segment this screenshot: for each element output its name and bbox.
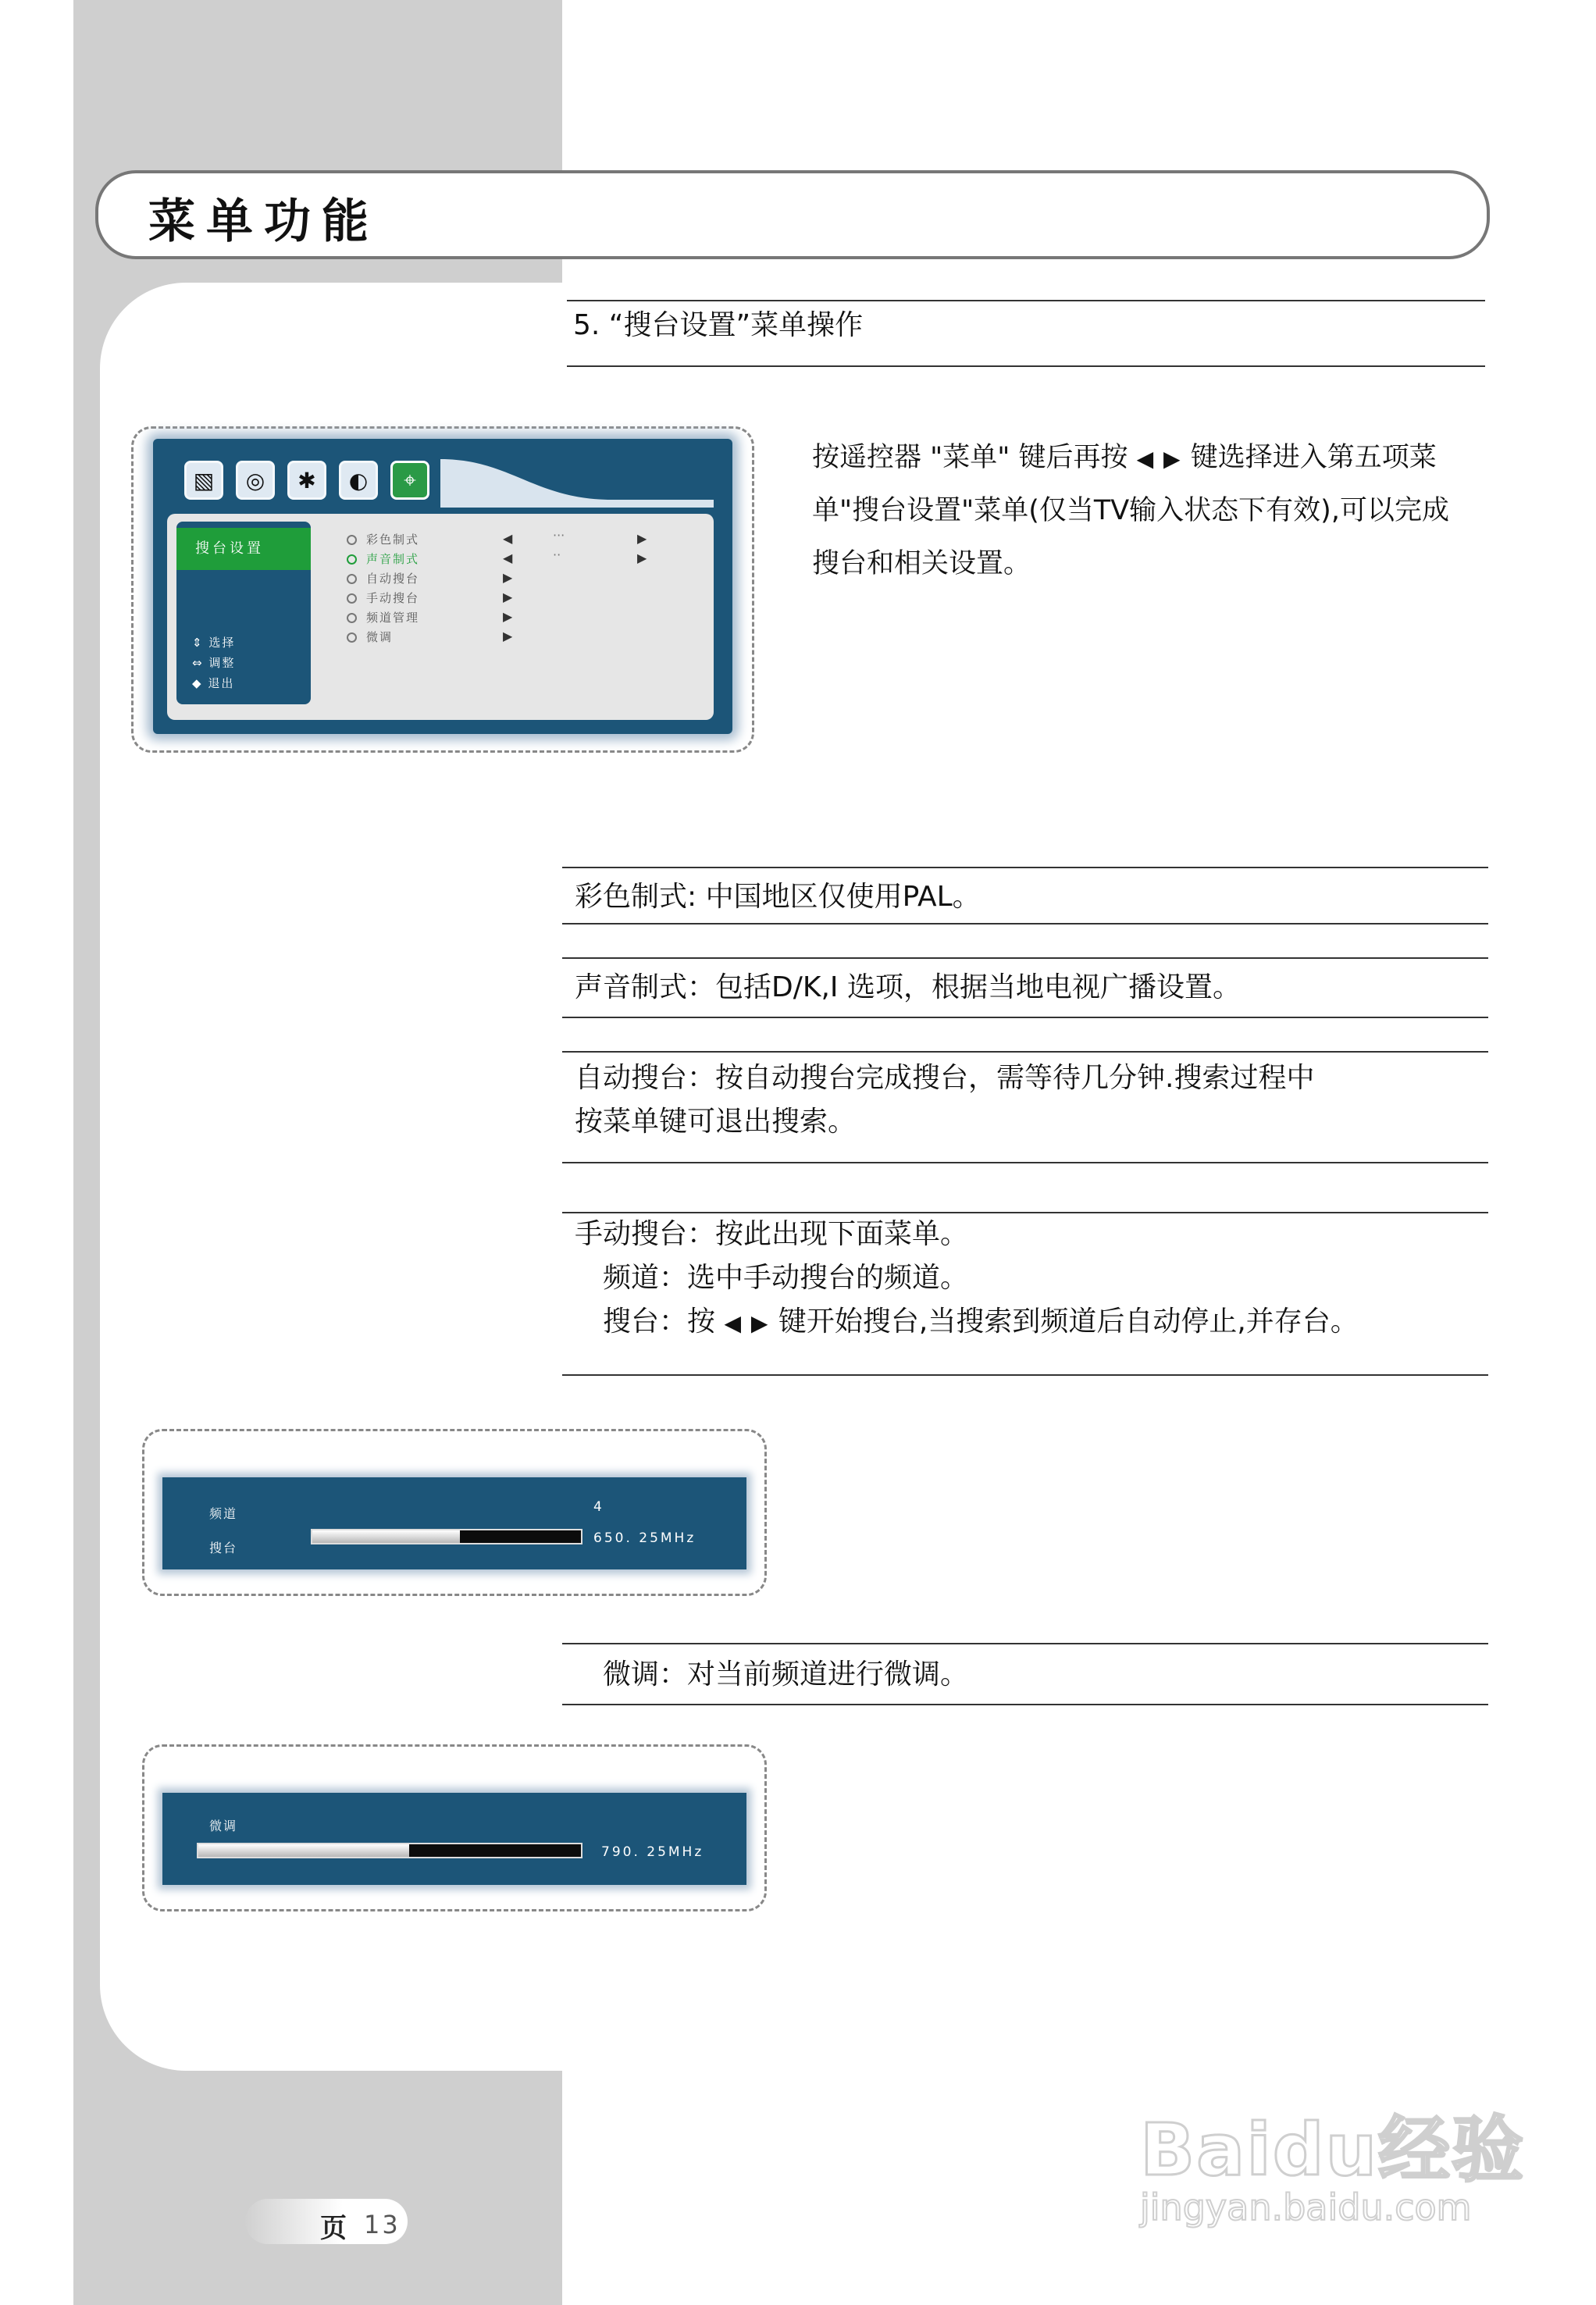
search-frequency: 650. 25MHz [593, 1530, 696, 1546]
time-icon: ◐ [339, 461, 378, 500]
menu-item-value: ·· [553, 547, 561, 562]
fine-tune-label: 微调 [209, 1819, 238, 1833]
fine-tune-frequency: 790. 25MHz [601, 1844, 704, 1860]
page-label: 页 [320, 2213, 347, 2244]
search-setup-menu-screen [153, 439, 732, 734]
sidebar-title: 搜台设置 [176, 528, 311, 570]
menu-item-channel-manage[interactable]: 频道管理 [347, 609, 419, 625]
menu-item-value: ··· [553, 528, 565, 543]
hint-exit: ◆ 退出 [192, 676, 235, 690]
right-arrow-icon[interactable]: ▶ [503, 629, 513, 643]
baidu-watermark-url: jingyan.baidu.com [1140, 2186, 1472, 2228]
divider [562, 1162, 1488, 1163]
baidu-watermark-logo: Baidu经验 [1140, 2108, 1526, 2192]
desc-fine-tune: 微调：对当前频道进行微调。 [603, 1658, 969, 1690]
tab-bar-wave [440, 453, 714, 508]
divider [562, 1643, 1488, 1644]
menu-tab-bar [167, 453, 714, 508]
right-arrow-icon[interactable]: ▶ [503, 590, 513, 604]
hint-adjust: ⇔ 调整 [192, 656, 236, 670]
menu-item-fine-tune[interactable]: 微调 [347, 629, 393, 645]
menu-item-color-system[interactable]: 彩色制式 [347, 531, 419, 547]
manual-search-screen [162, 1477, 746, 1569]
divider [562, 867, 1488, 868]
desc-auto-search-1: 自动搜台：按自动搜台完成搜台，需等待几分钟.搜索过程中 [575, 1062, 1315, 1094]
left-right-arrow-icon: ◀ ▶ [1136, 446, 1182, 472]
intro-line-2: 单"搜台设置"菜单(仅当TV输入状态下有效),可以完成 [812, 495, 1449, 526]
right-arrow-icon[interactable]: ▶ [637, 531, 647, 546]
fine-tune-screen [162, 1793, 746, 1885]
menu-body [167, 514, 714, 720]
left-arrow-icon[interactable]: ◀ [503, 550, 513, 565]
divider [562, 1374, 1488, 1376]
leftright-icon: ⇔ [192, 656, 204, 670]
channel-label: 频道 [209, 1506, 238, 1521]
settings-icon: ✱ [287, 461, 326, 500]
divider [562, 1017, 1488, 1018]
left-right-arrow-icon: ◀ ▶ [724, 1310, 770, 1336]
updown-icon: ⇕ [192, 636, 204, 650]
desc-color-system: 彩色制式: 中国地区仅使用PAL。 [575, 881, 981, 913]
picture-icon: ▧ [184, 461, 223, 500]
divider [562, 1704, 1488, 1705]
left-arrow-icon[interactable]: ◀ [503, 531, 513, 546]
channel-number: 4 [593, 1499, 604, 1515]
right-arrow-icon[interactable]: ▶ [637, 550, 647, 565]
right-arrow-icon[interactable]: ▶ [503, 570, 513, 585]
section-title: 5. “搜台设置”菜单操作 [573, 309, 864, 341]
right-arrow-icon[interactable]: ▶ [503, 609, 513, 624]
intro-line-3: 搜台和相关设置。 [812, 548, 1031, 579]
intro-line-1: 按遥控器 "菜单" 键后再按 ◀ ▶ 键选择进入第五项菜 [812, 442, 1437, 473]
menu-item-auto-search[interactable]: 自动搜台 [347, 570, 419, 586]
tuning-icon: ⌖ [390, 461, 429, 500]
menu-sidebar [176, 522, 311, 704]
desc-auto-search-2: 按菜单键可退出搜索。 [575, 1106, 857, 1138]
divider [562, 923, 1488, 924]
page-number: 13 [364, 2210, 401, 2239]
desc-manual-search: 手动搜台：按此出现下面菜单。 [575, 1218, 969, 1250]
divider [567, 365, 1485, 367]
search-label: 搜台 [209, 1541, 238, 1555]
fine-tune-bar [197, 1843, 582, 1858]
page-title: 菜单功能 [148, 194, 379, 249]
desc-manual-tune: 搜台：按 ◀ ▶ 键开始搜台,当搜索到频道后自动停止,并存台。 [603, 1306, 1359, 1338]
search-progress-bar [311, 1529, 582, 1544]
desc-manual-channel: 频道：选中手动搜台的频道。 [603, 1262, 969, 1294]
divider [562, 1051, 1488, 1053]
divider [562, 957, 1488, 959]
desc-sound-system: 声音制式：包括D/K,I 选项，根据当地电视广播设置。 [575, 971, 1241, 1003]
menu-item-sound-system[interactable]: 声音制式 [347, 550, 419, 567]
menu-item-manual-search[interactable]: 手动搜台 [347, 590, 419, 606]
sound-icon: ◎ [236, 461, 275, 500]
hint-select: ⇕ 选择 [192, 636, 236, 650]
search-progress-fill [312, 1530, 460, 1543]
divider [567, 300, 1485, 301]
exit-icon: ◆ [192, 676, 203, 690]
fine-tune-fill [198, 1844, 409, 1857]
